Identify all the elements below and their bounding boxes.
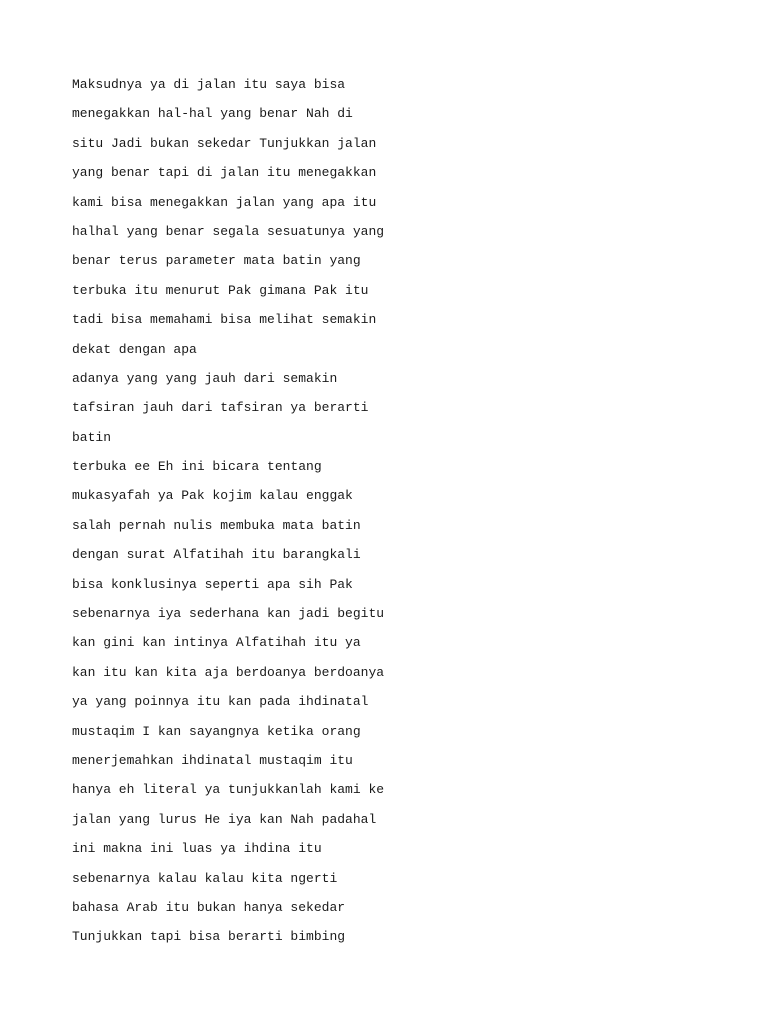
text-line: ini makna ini luas ya ihdina itu <box>72 841 322 857</box>
text-line: terbuka ee Eh ini bicara tentang <box>72 459 322 475</box>
text-line: halhal yang benar segala sesuatunya yang <box>72 223 385 239</box>
text-line: batin <box>72 429 112 445</box>
text-line: sebenarnya iya sederhana kan jadi begitu <box>72 606 385 622</box>
text-line: kan gini kan intinya Alfatihah itu ya <box>72 635 361 651</box>
text-line: bahasa Arab itu bukan hanya sekedar <box>72 899 346 915</box>
text-line: jalan yang lurus He iya kan Nah padahal <box>72 811 377 827</box>
transcript-text <box>72 70 712 952</box>
text-line: mukasyafah ya Pak kojim kalau enggak <box>72 488 353 504</box>
text-line: adanya yang yang jauh dari semakin <box>72 370 338 386</box>
text-line: menegakkan hal-hal yang benar Nah di <box>72 106 353 122</box>
text-line: salah pernah nulis membuka mata batin <box>72 517 361 533</box>
text-line: mustaqim I kan sayangnya ketika orang <box>72 723 361 739</box>
text-line: Tunjukkan tapi bisa berarti bimbing <box>72 929 346 945</box>
text-line: tadi bisa memahami bisa melihat semakin <box>72 312 377 328</box>
text-line: hanya eh literal ya tunjukkanlah kami ke <box>72 782 385 798</box>
text-line: bisa konklusinya seperti apa sih Pak <box>72 576 353 592</box>
text-line: Maksudnya ya di jalan itu saya bisa <box>72 77 346 92</box>
text-line: menerjemahkan ihdinatal mustaqim itu <box>72 752 353 768</box>
text-line: benar terus parameter mata batin yang <box>72 253 361 269</box>
text-line: terbuka itu menurut Pak gimana Pak itu <box>72 282 369 298</box>
text-line: dengan surat Alfatihah itu barangkali <box>72 547 361 563</box>
text-line: situ Jadi bukan sekedar Tunjukkan jalan <box>72 135 377 151</box>
text-line: ya yang poinnya itu kan pada ihdinatal <box>72 694 369 710</box>
text-line: dekat dengan apa <box>72 341 197 357</box>
text-line: tafsiran jauh dari tafsiran ya berarti <box>72 400 369 416</box>
text-line: sebenarnya kalau kalau kita ngerti <box>72 870 338 886</box>
text-line: kami bisa menegakkan jalan yang apa itu <box>72 194 377 210</box>
text-line: yang benar tapi di jalan itu menegakkan <box>72 165 377 181</box>
text-line: kan itu kan kita aja berdoanya berdoanya <box>72 664 385 680</box>
